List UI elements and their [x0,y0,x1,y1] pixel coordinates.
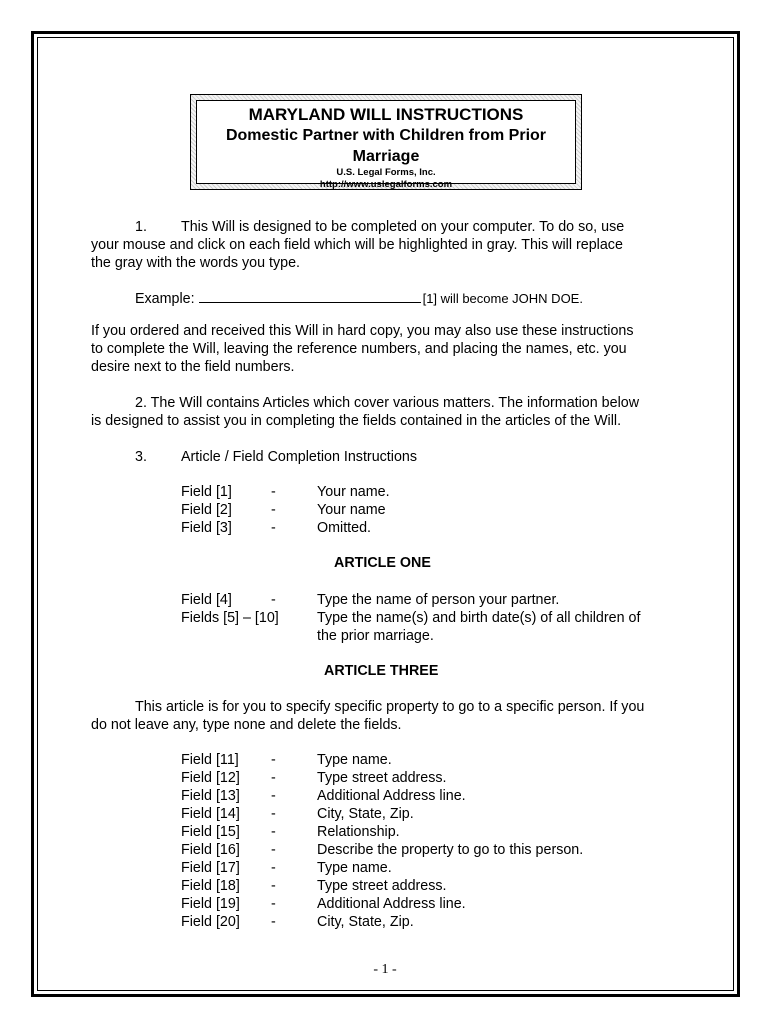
page-number: - 1 - [373,962,397,977]
field-dash: - [271,770,276,786]
title-box [190,94,582,190]
field-label: Field [16] [181,842,240,858]
field-label: Field [12] [181,770,240,786]
field-dash: - [271,806,276,822]
field-dash: - [271,842,276,858]
hardcopy-line3: desire next to the field numbers. [91,359,295,375]
para1-line1: This Will is designed to be completed on your computer. To do so, use [181,219,625,235]
company-url: http://www.uslegalforms.com [319,179,453,190]
field-desc: City, State, Zip. [317,914,414,930]
example-line [135,289,583,308]
para2-line1: 2. The Will contains Articles which cover various matters. The information below [135,395,640,411]
field-label: Field [11] [181,752,239,768]
para3-number: 3. [135,449,147,465]
para3-text: Article / Field Completion Instructions [181,449,417,465]
field-dash: - [271,484,276,500]
example-label: Example: [135,291,195,307]
field-desc: Relationship. [317,824,400,840]
field-label: Field [2] [181,502,232,518]
field-dash: - [271,896,276,912]
field-label: Field [17] [181,860,240,876]
field-desc: Omitted. [317,520,372,536]
field-dash: - [271,914,276,930]
field-desc: Your name. [317,484,390,500]
field-label: Field [4] [181,592,232,608]
field-desc: City, State, Zip. [317,806,414,822]
para1-line3: the gray with the words you type. [91,255,301,271]
title-box-inner [196,100,576,190]
field-desc: Type name. [317,860,392,876]
field-label: Field [18] [181,878,240,894]
document-subtitle-line2: Marriage [352,148,420,165]
field-label: Field [20] [181,914,240,930]
example-blank-field [199,289,421,303]
para1-line2: your mouse and click on each field which will be highlighted in gray. This will replace [91,237,623,253]
field-dash: - [271,824,276,840]
hardcopy-line1: If you ordered and received this Will in hard copy, you may also use these instructions [91,323,634,339]
field-label: Field [13] [181,788,240,804]
field-label: Fields [5] – [10] [181,610,279,626]
field-desc: Describe the property to go to this person. [317,842,584,858]
field-dash: - [271,788,276,804]
field-label: Field [14] [181,806,240,822]
article-one-heading: ARTICLE ONE [334,555,431,571]
company-name: U.S. Legal Forms, Inc. [336,167,436,178]
field-desc: Type name. [317,752,392,768]
field-dash: - [271,860,276,876]
hardcopy-line2: to complete the Will, leaving the reference numbers, and placing the names, etc. you [91,341,627,357]
field-label: Field [19] [181,896,240,912]
article-three-intro-line2: do not leave any, type none and delete the fields. [91,717,402,733]
field-desc: Additional Address line. [317,788,466,804]
field-dash: - [271,878,276,894]
para1-number: 1. [135,219,147,235]
field-desc: Type the name(s) and birth date(s) of all children of [317,610,641,626]
field-desc-continued: the prior marriage. [317,628,434,644]
field-label: Field [1] [181,484,232,500]
field-dash: - [271,502,276,518]
field-desc: Type the name of person your partner. [317,592,560,608]
field-dash: - [271,752,276,768]
article-three-intro-line1: This article is for you to specify specific property to go to a specific person. If you [135,699,645,715]
document-subtitle-line1: Domestic Partner with Children from Prior [225,127,547,144]
field-desc: Type street address. [317,770,447,786]
field-desc: Your name [317,502,386,518]
field-dash: - [271,520,276,536]
field-dash: - [271,592,276,608]
example-suffix: [1] will become JOHN DOE. [422,291,583,306]
field-desc: Additional Address line. [317,896,466,912]
field-desc: Type street address. [317,878,447,894]
article-three-heading: ARTICLE THREE [324,663,439,679]
field-label: Field [15] [181,824,240,840]
document-title: MARYLAND WILL INSTRUCTIONS [248,105,524,124]
field-label: Field [3] [181,520,232,536]
para2-line2: is designed to assist you in completing the fields contained in the articles of the Will. [91,413,622,429]
